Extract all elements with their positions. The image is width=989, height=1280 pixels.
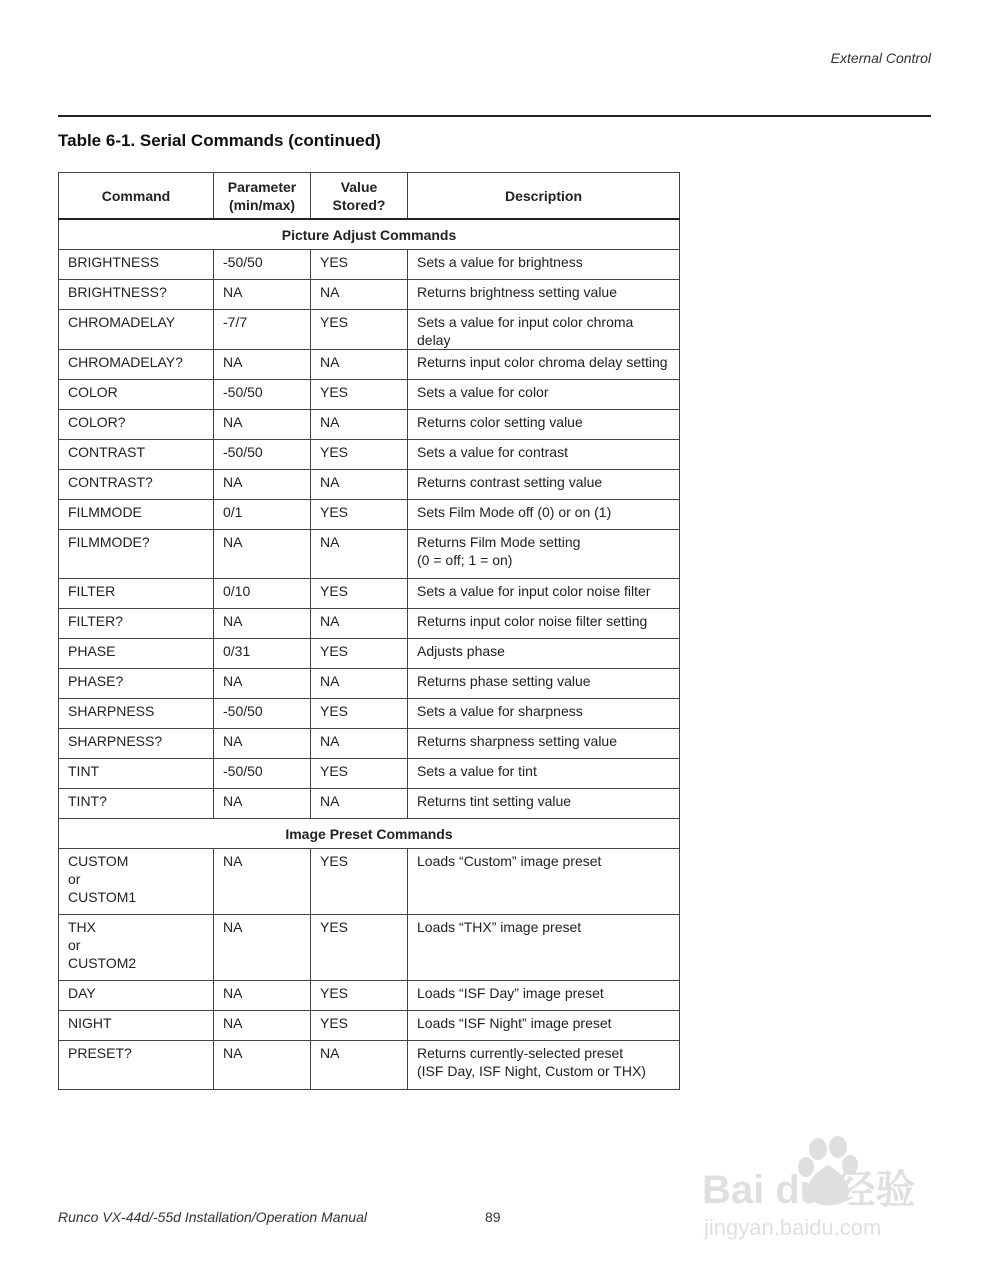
watermark-brand: Bai du 经验 bbox=[702, 1168, 916, 1212]
column-header-description: Description bbox=[408, 173, 680, 220]
watermark-url: jingyan.baidu.com bbox=[704, 1215, 882, 1240]
cell-description: Returns tint setting value bbox=[408, 789, 680, 819]
cell-description: Sets a value for brightness bbox=[408, 250, 680, 280]
baidu-watermark bbox=[700, 1135, 935, 1245]
cell-parameter: -50/50 bbox=[214, 759, 311, 789]
cell-value-stored: NA bbox=[311, 609, 408, 639]
footer-page-number: 89 bbox=[485, 1209, 501, 1225]
cell-command: TINT? bbox=[59, 789, 214, 819]
table-row bbox=[59, 500, 680, 530]
column-header-parameter: Parameter (min/max) bbox=[214, 173, 311, 220]
cell-description: Loads “ISF Night” image preset bbox=[408, 1011, 680, 1041]
cell-description: Returns color setting value bbox=[408, 410, 680, 440]
cell-description: Returns Film Mode setting (0 = off; 1 = on) bbox=[408, 530, 680, 579]
column-header-command: Command bbox=[59, 173, 214, 220]
table-row bbox=[59, 310, 680, 350]
cell-parameter: -7/7 bbox=[214, 310, 311, 350]
table-row bbox=[59, 410, 680, 440]
cell-parameter: NA bbox=[214, 410, 311, 440]
cell-description: Adjusts phase bbox=[408, 639, 680, 669]
cell-value-stored: NA bbox=[311, 410, 408, 440]
cell-description: Sets a value for input color chroma delay bbox=[408, 310, 680, 350]
table-row bbox=[59, 440, 680, 470]
column-header-value-stored: Value Stored? bbox=[311, 173, 408, 220]
cell-command: SHARPNESS bbox=[59, 699, 214, 729]
cell-command: SHARPNESS? bbox=[59, 729, 214, 759]
cell-command: BRIGHTNESS? bbox=[59, 280, 214, 310]
cell-parameter: NA bbox=[214, 609, 311, 639]
cell-parameter: NA bbox=[214, 470, 311, 500]
table-row bbox=[59, 579, 680, 609]
cell-description: Returns phase setting value bbox=[408, 669, 680, 699]
table-row bbox=[59, 280, 680, 310]
table-row bbox=[59, 729, 680, 759]
section-title: Image Preset Commands bbox=[59, 819, 680, 849]
cell-command: CHROMADELAY? bbox=[59, 350, 214, 380]
cell-command: BRIGHTNESS bbox=[59, 250, 214, 280]
cell-value-stored: NA bbox=[311, 350, 408, 380]
cell-description: Returns input color noise filter setting bbox=[408, 609, 680, 639]
cell-command: CUSTOM or CUSTOM1 bbox=[59, 849, 214, 915]
cell-command: FILTER? bbox=[59, 609, 214, 639]
cell-value-stored: YES bbox=[311, 639, 408, 669]
table-row bbox=[59, 789, 680, 819]
cell-command: PHASE? bbox=[59, 669, 214, 699]
cell-parameter: NA bbox=[214, 280, 311, 310]
cell-command: CONTRAST? bbox=[59, 470, 214, 500]
cell-parameter: NA bbox=[214, 350, 311, 380]
table-row bbox=[59, 639, 680, 669]
cell-parameter: -50/50 bbox=[214, 440, 311, 470]
cell-parameter: NA bbox=[214, 849, 311, 915]
cell-value-stored: YES bbox=[311, 310, 408, 350]
cell-value-stored: YES bbox=[311, 915, 408, 981]
cell-command: NIGHT bbox=[59, 1011, 214, 1041]
cell-parameter: NA bbox=[214, 1041, 311, 1090]
table-row bbox=[59, 981, 680, 1011]
footer-manual-title: Runco VX-44d/-55d Installation/Operation Manual bbox=[58, 1209, 367, 1225]
table-row bbox=[59, 915, 680, 981]
table-row bbox=[59, 380, 680, 410]
cell-description: Sets Film Mode off (0) or on (1) bbox=[408, 500, 680, 530]
table-row bbox=[59, 609, 680, 639]
cell-command: FILMMODE? bbox=[59, 530, 214, 579]
cell-description: Loads “Custom” image preset bbox=[408, 849, 680, 915]
running-head: External Control bbox=[830, 50, 931, 66]
cell-command: DAY bbox=[59, 981, 214, 1011]
table-row bbox=[59, 470, 680, 500]
cell-value-stored: YES bbox=[311, 440, 408, 470]
cell-command: TINT bbox=[59, 759, 214, 789]
cell-value-stored: YES bbox=[311, 250, 408, 280]
cell-description: Loads “THX” image preset bbox=[408, 915, 680, 981]
cell-parameter: NA bbox=[214, 789, 311, 819]
table-row bbox=[59, 849, 680, 915]
cell-description: Sets a value for color bbox=[408, 380, 680, 410]
section-title: Picture Adjust Commands bbox=[59, 219, 680, 250]
cell-command: FILMMODE bbox=[59, 500, 214, 530]
cell-parameter: NA bbox=[214, 530, 311, 579]
table-row bbox=[59, 530, 680, 579]
cell-parameter: NA bbox=[214, 915, 311, 981]
table-row bbox=[59, 759, 680, 789]
cell-value-stored: NA bbox=[311, 470, 408, 500]
cell-value-stored: NA bbox=[311, 530, 408, 579]
table-row bbox=[59, 250, 680, 280]
header-rule bbox=[58, 115, 931, 117]
cell-value-stored: YES bbox=[311, 500, 408, 530]
cell-value-stored: YES bbox=[311, 699, 408, 729]
cell-command: PRESET? bbox=[59, 1041, 214, 1090]
cell-description: Returns currently-selected preset (ISF Day, ISF Night, Custom or THX) bbox=[408, 1041, 680, 1090]
cell-value-stored: NA bbox=[311, 729, 408, 759]
cell-value-stored: NA bbox=[311, 1041, 408, 1090]
cell-value-stored: YES bbox=[311, 579, 408, 609]
cell-value-stored: NA bbox=[311, 669, 408, 699]
cell-value-stored: YES bbox=[311, 380, 408, 410]
serial-commands-table bbox=[58, 172, 680, 1090]
cell-description: Sets a value for tint bbox=[408, 759, 680, 789]
cell-parameter: -50/50 bbox=[214, 380, 311, 410]
cell-value-stored: NA bbox=[311, 789, 408, 819]
cell-parameter: NA bbox=[214, 669, 311, 699]
cell-parameter: 0/10 bbox=[214, 579, 311, 609]
table-row bbox=[59, 1041, 680, 1090]
cell-value-stored: YES bbox=[311, 981, 408, 1011]
cell-value-stored: YES bbox=[311, 759, 408, 789]
cell-description: Returns sharpness setting value bbox=[408, 729, 680, 759]
table-row bbox=[59, 669, 680, 699]
table-row bbox=[59, 699, 680, 729]
table-row bbox=[59, 1011, 680, 1041]
cell-command: COLOR? bbox=[59, 410, 214, 440]
cell-parameter: -50/50 bbox=[214, 699, 311, 729]
cell-parameter: NA bbox=[214, 1011, 311, 1041]
cell-description: Sets a value for sharpness bbox=[408, 699, 680, 729]
cell-parameter: NA bbox=[214, 729, 311, 759]
cell-parameter: NA bbox=[214, 981, 311, 1011]
cell-parameter: -50/50 bbox=[214, 250, 311, 280]
cell-value-stored: YES bbox=[311, 849, 408, 915]
table-body bbox=[59, 219, 680, 1090]
cell-value-stored: YES bbox=[311, 1011, 408, 1041]
section-row bbox=[59, 219, 680, 250]
section-row bbox=[59, 819, 680, 849]
table-header-row bbox=[59, 173, 680, 220]
cell-description: Sets a value for input color noise filter bbox=[408, 579, 680, 609]
cell-parameter: 0/1 bbox=[214, 500, 311, 530]
cell-description: Loads “ISF Day” image preset bbox=[408, 981, 680, 1011]
cell-command: PHASE bbox=[59, 639, 214, 669]
cell-description: Sets a value for contrast bbox=[408, 440, 680, 470]
cell-parameter: 0/31 bbox=[214, 639, 311, 669]
cell-description: Returns brightness setting value bbox=[408, 280, 680, 310]
cell-command: CHROMADELAY bbox=[59, 310, 214, 350]
cell-command: CONTRAST bbox=[59, 440, 214, 470]
cell-command: THX or CUSTOM2 bbox=[59, 915, 214, 981]
table-row bbox=[59, 350, 680, 380]
cell-description: Returns input color chroma delay setting bbox=[408, 350, 680, 380]
cell-description: Returns contrast setting value bbox=[408, 470, 680, 500]
table-title: Table 6-1. Serial Commands (continued) bbox=[58, 131, 381, 150]
cell-command: COLOR bbox=[59, 380, 214, 410]
cell-command: FILTER bbox=[59, 579, 214, 609]
cell-value-stored: NA bbox=[311, 280, 408, 310]
